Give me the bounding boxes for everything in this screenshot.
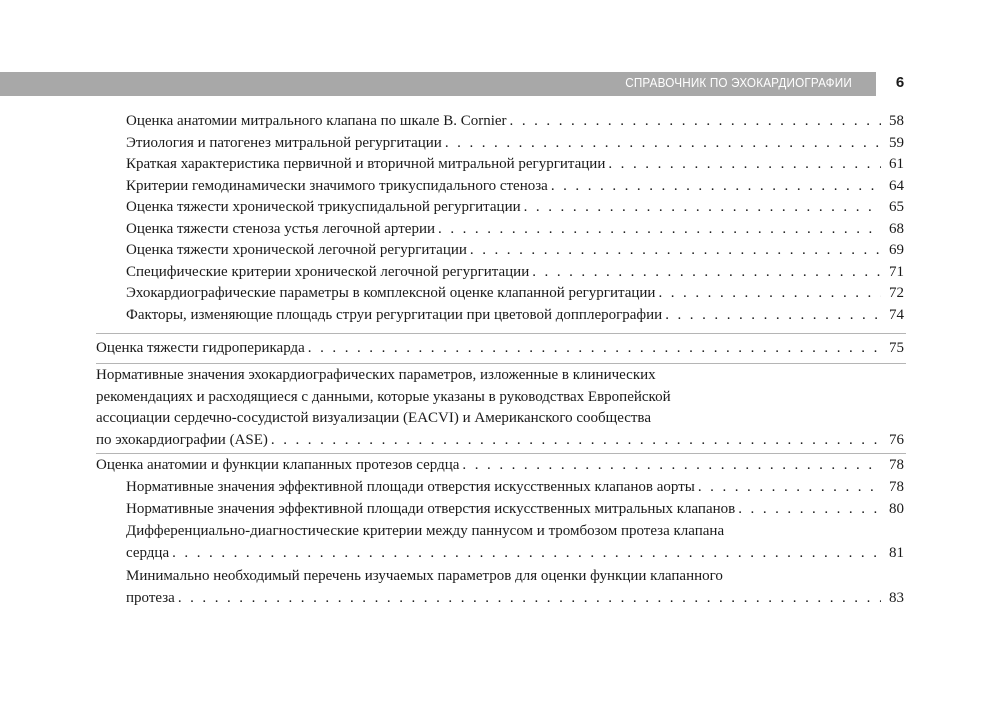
toc-entry[interactable] <box>126 219 904 241</box>
section-divider <box>96 363 906 364</box>
toc-entry-title-line: Нормативные значения эхокардиографических параметров, изложенные в клинических <box>96 367 656 383</box>
toc-entry-page: 80 <box>889 501 904 517</box>
toc-entry-page: 59 <box>889 134 904 151</box>
toc-entry-title: Критерии гемодинамически значимого трикуспидального стеноза <box>126 177 548 194</box>
dot-leader <box>665 305 881 327</box>
toc-entry-page: 74 <box>889 306 904 323</box>
toc-entry-title-line: Минимально необходимый перечень изучаемых параметров для оценки функции клапанного <box>126 568 723 584</box>
toc-entry-title: Нормативные значения эффективной площади отверстия искусственных клапанов аорты <box>126 479 695 495</box>
dot-leader <box>524 197 881 219</box>
page-number: 6 <box>895 74 905 91</box>
toc-entry-page: 61 <box>889 156 904 172</box>
toc-entry-page: 75 <box>889 340 904 356</box>
toc-entry-title-line: сердца <box>126 544 170 561</box>
dot-leader <box>551 176 881 198</box>
toc-entry[interactable] <box>126 477 904 499</box>
toc-entry-title-line: Дифференциально-диагностические критерии между паннусом и тромбозом протеза клапана <box>126 523 725 539</box>
dot-leader <box>308 338 881 360</box>
toc-entry-title: Оценка тяжести хронической легочной регургитации <box>126 242 467 258</box>
dot-leader <box>172 543 881 565</box>
dot-leader <box>608 154 881 176</box>
dot-leader <box>510 111 881 133</box>
toc-entry-title: Краткая характеристика первичной и вторичной митральной регургитации <box>126 156 606 172</box>
dot-leader <box>658 283 881 305</box>
section-divider <box>96 453 906 454</box>
toc-entry-title-line: ассоциации сердечно-сосудистой визуализации (EACVI) и Американского сообщества <box>96 410 651 426</box>
toc-entry-title: Оценка тяжести гидроперикарда <box>96 340 305 356</box>
dot-leader <box>470 240 881 262</box>
dot-leader <box>462 455 881 477</box>
toc-entry-page: 78 <box>889 457 904 473</box>
toc-entry-title: Эхокардиографические параметры в комплексной оценке клапанной регургитации <box>126 285 656 301</box>
toc-entry-title: Этиология и патогенез митральной регургитации <box>126 134 442 151</box>
toc-entry-page: 83 <box>889 589 904 606</box>
toc-entry-title-line: по эхокардиографии (ASE) <box>96 431 268 448</box>
dot-leader <box>178 588 881 610</box>
toc-entry-page: 72 <box>889 285 904 301</box>
toc-entry-title: Нормативные значения эффективной площади отверстия искусственных митральных клапанов <box>126 501 736 517</box>
toc-entry[interactable] <box>126 111 904 133</box>
dot-leader <box>445 133 881 155</box>
toc-entry[interactable] <box>126 499 904 521</box>
running-header-title: СПРАВОЧНИК ПО ЭХОКАРДИОГРАФИИ <box>625 75 852 90</box>
toc-entry-title: Оценка анатомии митрального клапана по шкале В. Cornier <box>126 113 507 129</box>
toc-entry[interactable] <box>126 133 904 155</box>
toc-entry-page: 58 <box>889 113 904 129</box>
toc-entry[interactable] <box>126 154 904 176</box>
toc-entry-title: Оценка тяжести хронической трикуспидальной регургитации <box>126 199 521 215</box>
toc-entry-page: 71 <box>889 263 904 280</box>
dot-leader <box>438 219 881 241</box>
toc-entry-page: 69 <box>889 242 904 258</box>
section-divider <box>96 333 906 334</box>
toc-entry-page: 81 <box>889 544 904 561</box>
toc-entry-page: 78 <box>889 479 904 495</box>
toc-entry[interactable] <box>126 305 904 327</box>
dot-leader <box>271 430 881 452</box>
toc-entry-title: Специфические критерии хронической легочной регургитации <box>126 263 530 280</box>
toc-entry-page: 76 <box>889 431 904 448</box>
toc-entry[interactable] <box>96 365 904 451</box>
toc-entry-page: 65 <box>889 199 904 215</box>
toc-entry-title-line: рекомендациях и расходящиеся с данными, которые указаны в руководствах Европейской <box>96 388 671 405</box>
toc-entry[interactable] <box>126 240 904 262</box>
header-bar <box>0 72 876 96</box>
toc-entry-title: Оценка тяжести стеноза устья легочной артерии <box>126 220 436 237</box>
toc-entry[interactable] <box>126 283 904 305</box>
toc-entry-title-line: протеза <box>126 589 175 606</box>
toc-entry-page: 68 <box>889 220 904 237</box>
dot-leader <box>532 262 881 284</box>
toc-entry-title: Факторы, изменяющие площадь струи регургитации при цветовой допплерографии <box>126 306 663 323</box>
toc-entry[interactable] <box>126 566 904 609</box>
toc-entry-title: Оценка анатомии и функции клапанных протезов сердца <box>96 457 460 473</box>
toc-entry[interactable] <box>96 338 904 360</box>
toc-entry[interactable] <box>126 521 904 564</box>
toc-entry[interactable] <box>126 262 904 284</box>
toc-entry[interactable] <box>126 197 904 219</box>
toc-entry[interactable] <box>126 176 904 198</box>
toc-entry[interactable] <box>96 455 904 477</box>
dot-leader <box>738 499 881 521</box>
dot-leader <box>698 477 881 499</box>
toc-entry-page: 64 <box>889 177 904 194</box>
